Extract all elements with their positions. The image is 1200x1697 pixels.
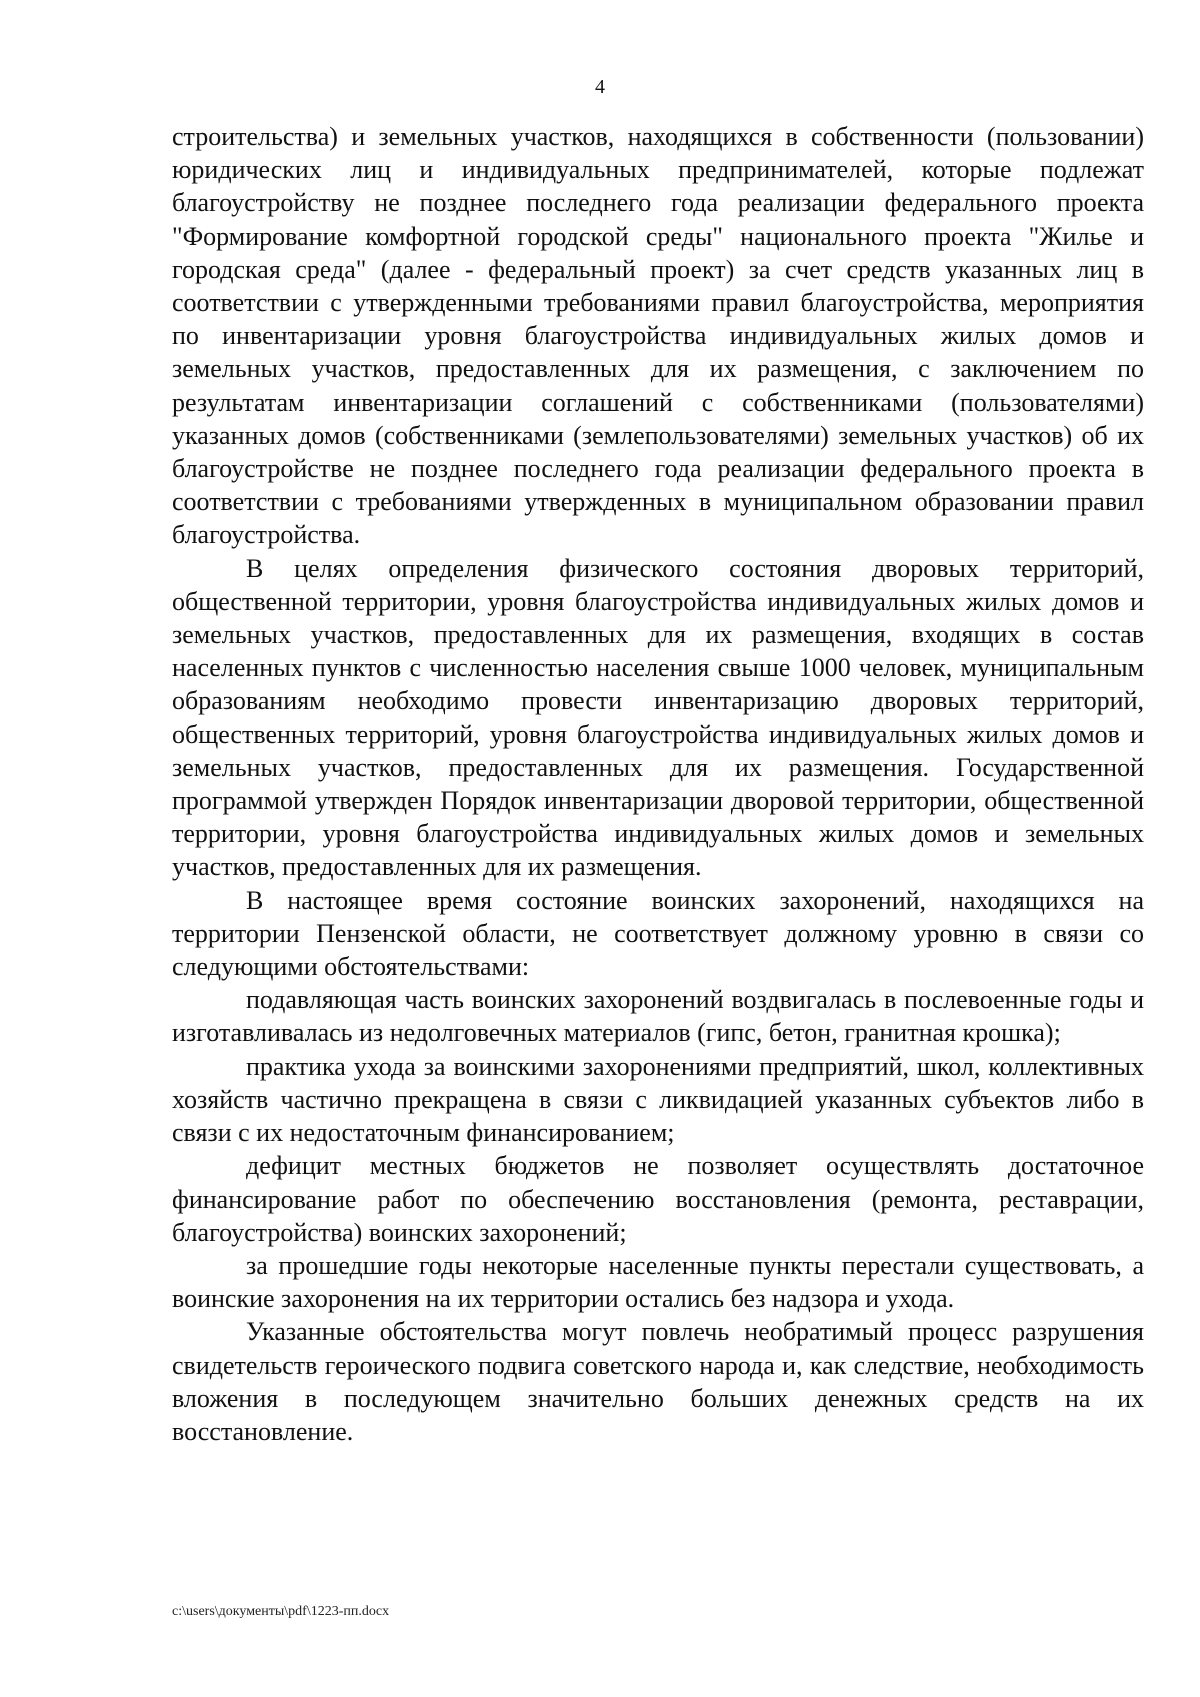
paragraph-care-practice: практика ухода за воинскими захоронениями предприятий, школ, коллективных хозяйств частично прекращена в связи с ликвидацией указанных субъектов либо в связи с их недостаточным финансированием; (172, 1051, 1144, 1148)
paragraph-settlements: за прошедшие годы некоторые населенные пункты перестали существовать, а воинские захоронения на их территории остались без надзора и ухода. (172, 1250, 1144, 1314)
paragraph-military-graves-state: В настоящее время состояние воинских захоронений, находящихся на территории Пензенской области, не соответствует должному уровню в связи со следующими обстоятельствами: (172, 885, 1144, 982)
paragraph-budget-deficit: дефицит местных бюджетов не позволяет осуществлять достаточное финансирование работ по обеспечению восстановления (ремонта, реставрации, благоустройства) воинских захоронений; (172, 1151, 1144, 1247)
page-number: 4 (595, 76, 605, 98)
paragraph-materials: подавляющая часть воинских захоронений воздвигалась в послевоенные годы и изготавливалась из недолговечных материалов (гипс, бетон, гранитная крошка); (172, 985, 1144, 1048)
document-body (172, 120, 1144, 1448)
paragraph-inventory: В целях определения физического состояния дворовых территорий, общественной территории, уровня благоустройства индивидуальных жилых домов и земельных участков, предоставленных для их размещения, входящих в состав населенных пунктов с численностью населения свыше 1000 человек, муниципальным образованиям необходимо провести инвентаризацию дворовых территорий, общественных территорий, уровня благоустройства индивидуальных жилых домов и земельных участков, предоставленных для их размещения. Государственной программой утвержден Порядок инвентаризации дворовой территории, общественной территории, уровня благоустройства индивидуальных жилых домов и земельных участков, предоставленных для их размещения. (172, 553, 1144, 882)
paragraph-continuation: строительства) и земельных участков, находящихся в собственности (пользовании) юридических лиц и индивидуальных предпринимателей, которые подлежат благоустройству не позднее последнего года реализации федерального проекта "Формирование комфортной городской среды" национального проекта "Жилье и городская среда" (далее - федеральный проект) за счет средств указанных лиц в соответствии с утвержденными требованиями правил благоустройства, мероприятия по инвентаризации уровня благоустройства индивидуальных жилых домов и земельных участков, предоставленных для их размещения, с заключением по результатам инвентаризации соглашений с собственниками (пользователями) указанных домов (собственниками (землепользователями) земельных участков) об их благоустройстве не позднее последнего года реализации федерального проекта в соответствии с требованиями утвержденных в муниципальном образовании правил благоустройства. (172, 122, 1144, 550)
paragraph-consequences: Указанные обстоятельства могут повлечь необратимый процесс разрушения свидетельств героического подвига советского народа и, как следствие, необходимость вложения в последующем значительно больших денежных средств на их восстановление. (172, 1317, 1144, 1446)
footer-file-path: c:\users\документы\pdf\1223-пп.docx (172, 1604, 390, 1619)
